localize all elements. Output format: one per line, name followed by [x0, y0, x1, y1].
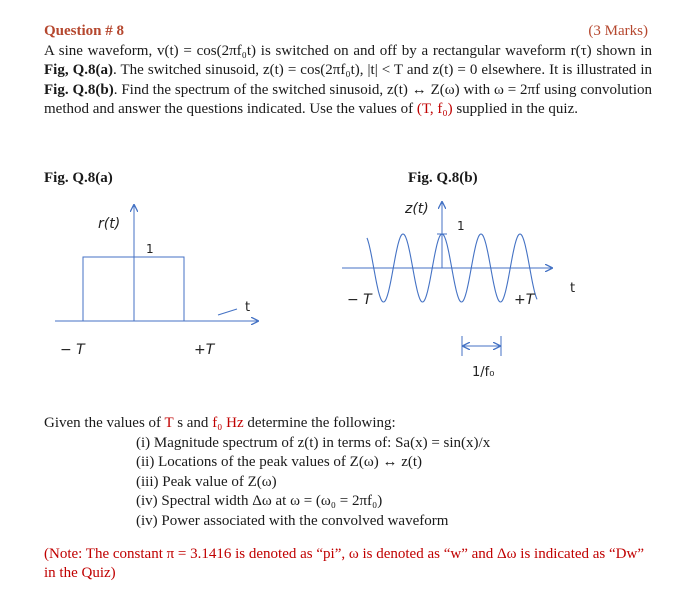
fig-b-period-label: 1/f₀ [472, 365, 495, 380]
question-list [136, 434, 490, 531]
given-post: determine the following: [243, 415, 396, 431]
given-hz: Hz [222, 415, 244, 431]
given-pre: Given the values of [44, 415, 165, 431]
list-item: (i) Magnitude spectrum of z(t) in terms of: Sa(x) = sin(x)/x [136, 435, 491, 451]
figure-b-reference: Fig. Q.8(b) [44, 81, 114, 98]
fig-b-y-label: z(t) [405, 201, 429, 217]
list-item: (ii) Locations of the peak values of Z(ω) ↔ z(t) [136, 454, 423, 471]
question-marks: (3 Marks) [588, 23, 648, 39]
list-item: (iv) Power associated with the convolved waveform [136, 512, 449, 529]
fig-a-pos-t-label: +T [194, 342, 215, 358]
question-text-3: . Find the spectrum of the switched sinusoid, z(t) ↔ Z(ω) with ω = 2πf using convolution method and answer the questions indicated. Use the values of [44, 81, 652, 117]
fig-b-neg-t-label: − T [347, 292, 372, 308]
given-f0: f₀ [212, 415, 223, 431]
list-item: (iv) Spectral width Δω at ω = (ω₀ = 2πf₀) [136, 493, 383, 510]
given-mid: s and [173, 415, 213, 431]
fig-b-level-label: 1 [457, 219, 465, 233]
fig-a-neg-t-label: − T [60, 342, 85, 358]
figure-b-title: Fig. Q.8(b) [408, 170, 478, 186]
figure-a-title: Fig. Q.8(a) [44, 170, 113, 186]
question-text-2: . The switched sinusoid, z(t) = cos(2πf₀t), |t| < T and z(t) = 0 elsewhere. It is illustrated in [113, 62, 652, 79]
quiz-values: (T, f₀) [416, 100, 453, 117]
fig-b-x-label: t [570, 281, 576, 296]
figure-a [55, 205, 258, 358]
fig-a-t-pointer [218, 309, 237, 315]
question-title: Question # 8 [44, 23, 125, 39]
figure-b [342, 201, 575, 380]
question-text-4: supplied in the quiz. [452, 100, 578, 117]
fig-a-x-label: t [245, 300, 251, 315]
list-item: (iii) Peak value of Z(ω) [136, 473, 277, 490]
question-text-1: A sine waveform, v(t) = cos(2πf₀t) is switched on and off by a rectangular waveform r(τ) shown in [44, 43, 652, 59]
figure-a-reference: Fig, Q.8(a) [44, 62, 114, 79]
given-T: T [164, 415, 174, 431]
fig-b-pos-t-label: +T [514, 292, 535, 308]
given-line [44, 415, 396, 432]
fig-a-level-label: 1 [146, 242, 154, 256]
quiz-note: (Note: The constant π = 3.1416 is denoted as “pi”, ω is denoted as “w” and Δω is indicated as “Dw” in the Quiz) [44, 546, 644, 581]
fig-a-y-label: r(t) [98, 216, 121, 232]
